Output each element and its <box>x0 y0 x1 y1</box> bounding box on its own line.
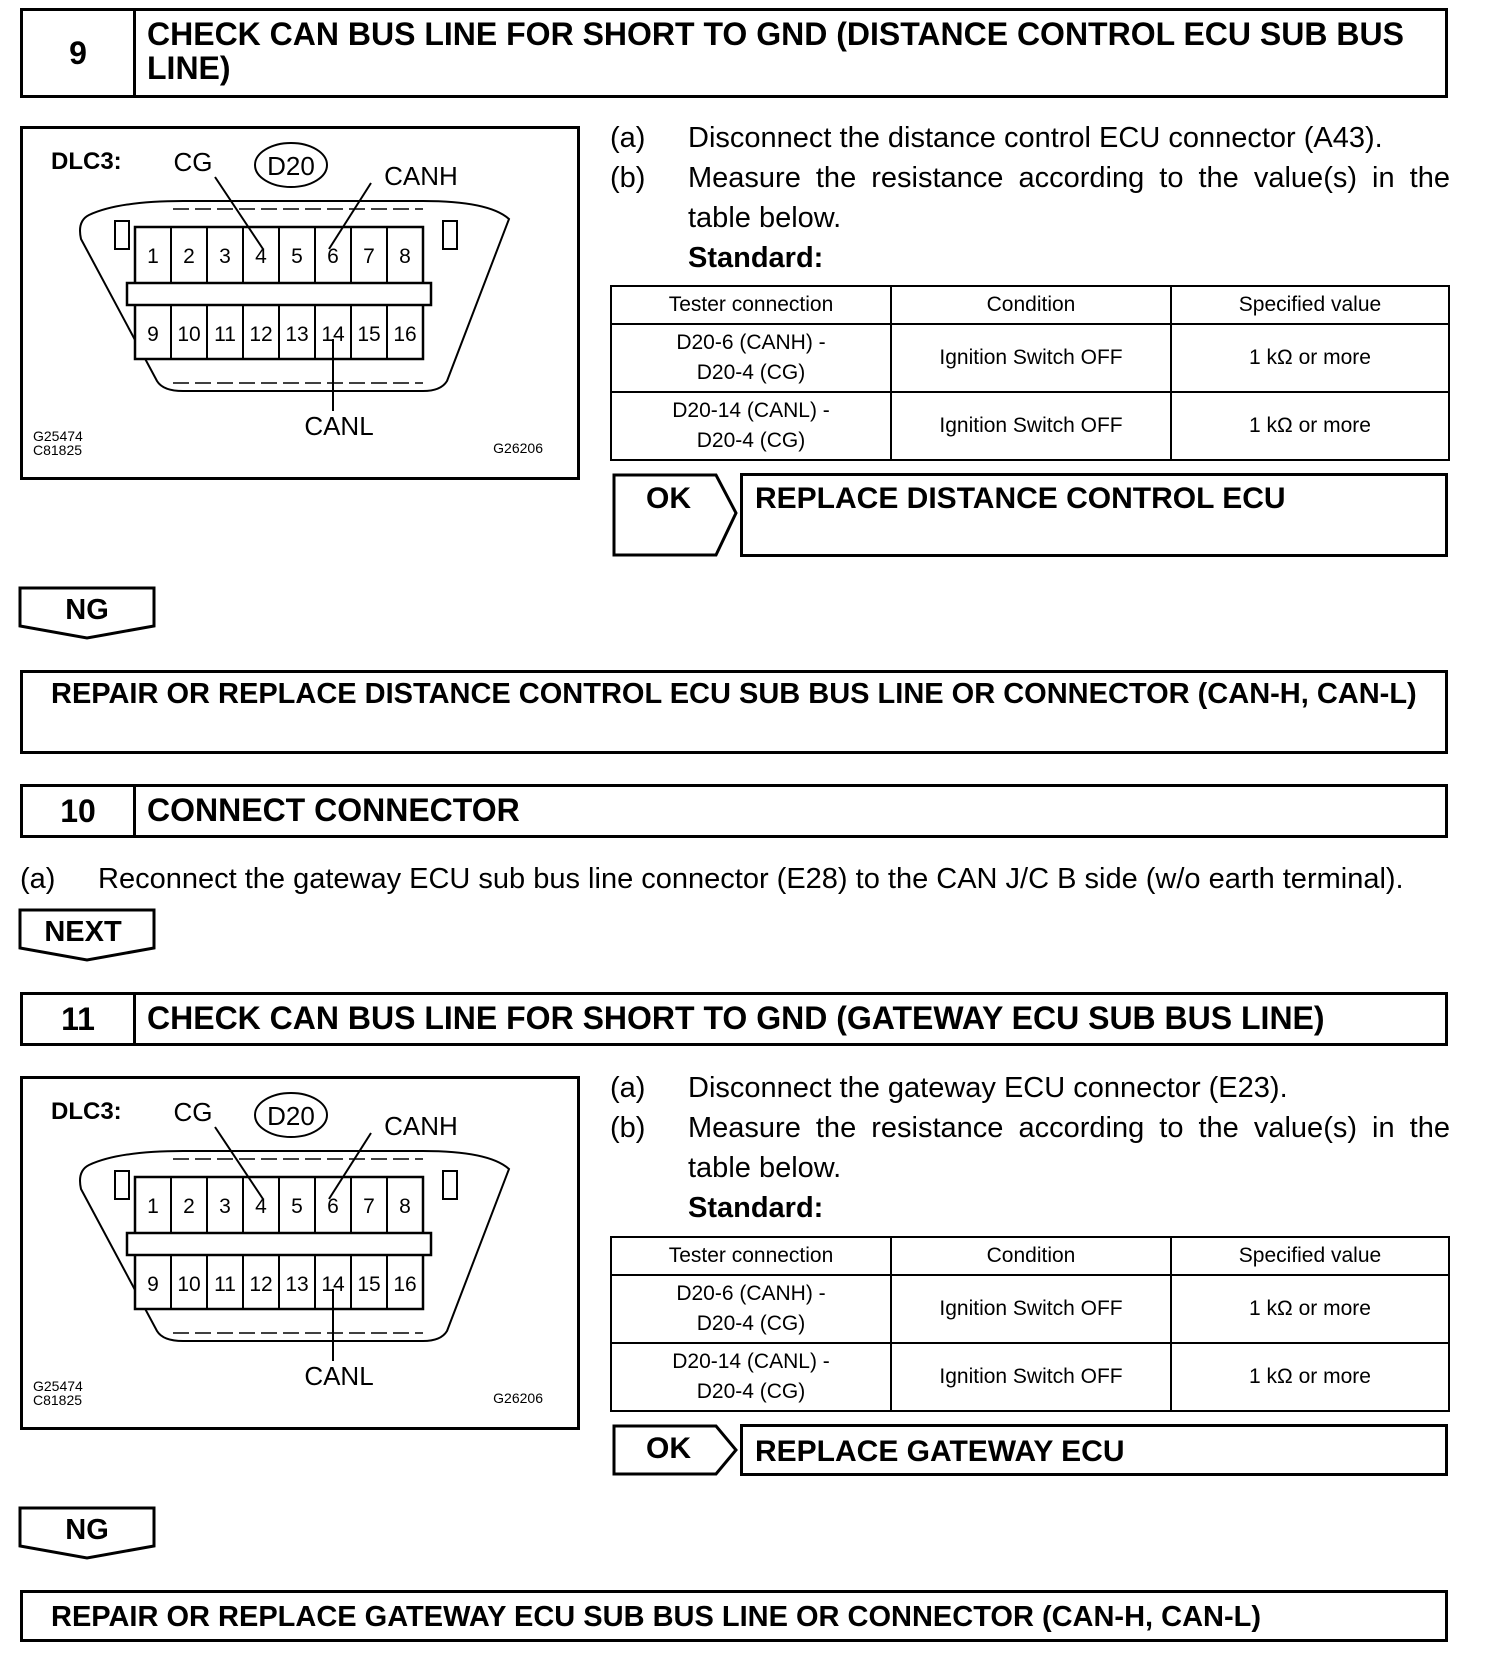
cell-line: D20-6 (CANH) - <box>676 331 826 354</box>
canh-label: CANH <box>384 161 458 191</box>
condition-cell: Ignition Switch OFF <box>891 392 1171 460</box>
pin-label: 14 <box>321 323 345 346</box>
tester-connection-cell <box>611 392 891 460</box>
step-number: 10 <box>23 787 136 835</box>
pin-label: 7 <box>363 1195 375 1218</box>
ng-label: NG <box>65 594 109 626</box>
spec-table <box>610 285 1450 461</box>
canh-label: CANH <box>384 1111 458 1141</box>
condition-cell: Ignition Switch OFF <box>891 1275 1171 1343</box>
column-header: Specified value <box>1171 1237 1449 1275</box>
ng-result-box: REPAIR OR REPLACE GATEWAY ECU SUB BUS LINE OR CONNECTOR (CAN-H, CAN-L) <box>20 1590 1448 1642</box>
pin-label: 2 <box>183 1195 195 1218</box>
table-row <box>611 1275 1449 1343</box>
instruction-text: Disconnect the distance control ECU connector (A43). <box>688 122 1383 154</box>
canl-label: CANL <box>304 411 374 441</box>
pin-label: 1 <box>147 1195 159 1218</box>
instruction-text: Measure the resistance according to the value(s) in the table below. <box>688 1112 1450 1184</box>
step-11-header <box>20 992 1448 1046</box>
pin-label: 4 <box>255 245 267 268</box>
pin-label: 10 <box>177 1273 201 1296</box>
step-title: CONNECT CONNECTOR <box>147 792 520 828</box>
standard-label: Standard: <box>688 242 824 274</box>
pin-label: 13 <box>285 1273 309 1296</box>
pin-label: 3 <box>219 245 231 268</box>
cell-line: D20-14 (CANL) - <box>672 1350 830 1373</box>
ng-label: NG <box>65 1514 109 1546</box>
pin-label: 14 <box>321 1273 345 1296</box>
pin-label: 12 <box>249 1273 273 1296</box>
pin-label: 15 <box>357 323 381 346</box>
specified-value-cell: 1 kΩ or more <box>1171 324 1449 392</box>
step-title: CHECK CAN BUS LINE FOR SHORT TO GND (DISTANCE CONTROL ECU SUB BUS LINE) <box>147 16 1404 86</box>
cg-label: CG <box>173 1097 213 1127</box>
connector-name: DLC3: <box>51 1098 122 1125</box>
table-row <box>611 324 1449 392</box>
pin-label: 9 <box>147 323 159 346</box>
figure-code: G26206 <box>493 1390 543 1406</box>
specified-value-cell: 1 kΩ or more <box>1171 1343 1449 1411</box>
pin-label: 11 <box>214 1273 236 1296</box>
table-header-row <box>611 286 1449 324</box>
canl-label: CANL <box>304 1361 374 1391</box>
connector-code: D20 <box>267 151 315 181</box>
condition-cell: Ignition Switch OFF <box>891 1343 1171 1411</box>
instruction-label: (b) <box>610 1112 646 1144</box>
step-title: CHECK CAN BUS LINE FOR SHORT TO GND (GATEWAY ECU SUB BUS LINE) <box>147 1000 1325 1036</box>
pin-label: 11 <box>214 323 236 346</box>
cell-line: D20-14 (CANL) - <box>672 399 830 422</box>
pin-label: 4 <box>255 1195 267 1218</box>
ok-result-box: REPLACE DISTANCE CONTROL ECU <box>740 473 1448 557</box>
connector-code: D20 <box>267 1101 315 1131</box>
dlc3-connector-diagram <box>20 126 580 480</box>
pin-label: 15 <box>357 1273 381 1296</box>
ok-label: OK <box>646 482 691 515</box>
instruction-label: (a) <box>610 1072 646 1104</box>
standard-label: Standard: <box>688 1192 824 1224</box>
ng-result-box: REPAIR OR REPLACE DISTANCE CONTROL ECU SUB BUS LINE OR CONNECTOR (CAN-H, CAN-L) <box>20 670 1448 754</box>
column-header: Specified value <box>1171 286 1449 324</box>
connector-drawing <box>23 129 577 477</box>
pin-label: 13 <box>285 323 309 346</box>
figure-code: G26206 <box>493 440 543 456</box>
tester-connection-cell <box>611 324 891 392</box>
pin-label: 5 <box>291 245 303 268</box>
instruction-label: (a) <box>20 863 56 895</box>
cell-line: D20-4 (CG) <box>696 1312 806 1335</box>
table-row <box>611 1343 1449 1411</box>
table-row <box>611 392 1449 460</box>
condition-cell: Ignition Switch OFF <box>891 324 1171 392</box>
cell-line: D20-4 (CG) <box>696 361 806 384</box>
ok-result-box: REPLACE GATEWAY ECU <box>740 1424 1448 1476</box>
column-header: Tester connection <box>611 286 891 324</box>
pin-label: 7 <box>363 245 375 268</box>
tester-connection-cell <box>611 1275 891 1343</box>
pin-label: 5 <box>291 1195 303 1218</box>
pin-label: 8 <box>399 1195 411 1218</box>
column-header: Tester connection <box>611 1237 891 1275</box>
pin-label: 3 <box>219 1195 231 1218</box>
specified-value-cell: 1 kΩ or more <box>1171 392 1449 460</box>
instruction-label: (a) <box>610 122 646 154</box>
cg-label: CG <box>173 147 213 177</box>
connector-name: DLC3: <box>51 148 122 175</box>
specified-value-cell: 1 kΩ or more <box>1171 1275 1449 1343</box>
table-header-row <box>611 1237 1449 1275</box>
step-number: 11 <box>23 995 136 1043</box>
instruction-label: (b) <box>610 162 646 194</box>
pin-label: 2 <box>183 245 195 268</box>
step-9-header <box>20 8 1448 98</box>
step-10-header <box>20 784 1448 838</box>
instruction-text: Measure the resistance according to the value(s) in the table below. <box>688 162 1450 234</box>
pin-label: 1 <box>147 245 159 268</box>
column-header: Condition <box>891 1237 1171 1275</box>
pin-label: 6 <box>327 245 339 268</box>
figure-code: G25474 <box>33 1378 83 1394</box>
cell-line: D20-4 (CG) <box>696 1380 806 1403</box>
cell-line: D20-6 (CANH) - <box>676 1282 826 1305</box>
pin-label: 16 <box>393 323 417 346</box>
figure-code: G25474 <box>33 428 83 444</box>
figure-code: C81825 <box>33 1392 83 1408</box>
spec-table <box>610 1236 1450 1412</box>
pin-label: 8 <box>399 245 411 268</box>
instruction-text: Reconnect the gateway ECU sub bus line connector (E28) to the CAN J/C B side (w/o earth terminal). <box>98 863 1404 895</box>
ok-label: OK <box>646 1432 691 1465</box>
next-label: NEXT <box>44 916 122 948</box>
cell-line: D20-4 (CG) <box>696 429 806 452</box>
connector-drawing <box>23 1079 577 1427</box>
column-header: Condition <box>891 286 1171 324</box>
pin-label: 10 <box>177 323 201 346</box>
tester-connection-cell <box>611 1343 891 1411</box>
pin-label: 12 <box>249 323 273 346</box>
pin-label: 16 <box>393 1273 417 1296</box>
step-number: 9 <box>23 11 136 95</box>
pin-label: 9 <box>147 1273 159 1296</box>
figure-code: C81825 <box>33 442 83 458</box>
pin-label: 6 <box>327 1195 339 1218</box>
dlc3-connector-diagram <box>20 1076 580 1430</box>
instruction-text: Disconnect the gateway ECU connector (E23). <box>688 1072 1288 1104</box>
